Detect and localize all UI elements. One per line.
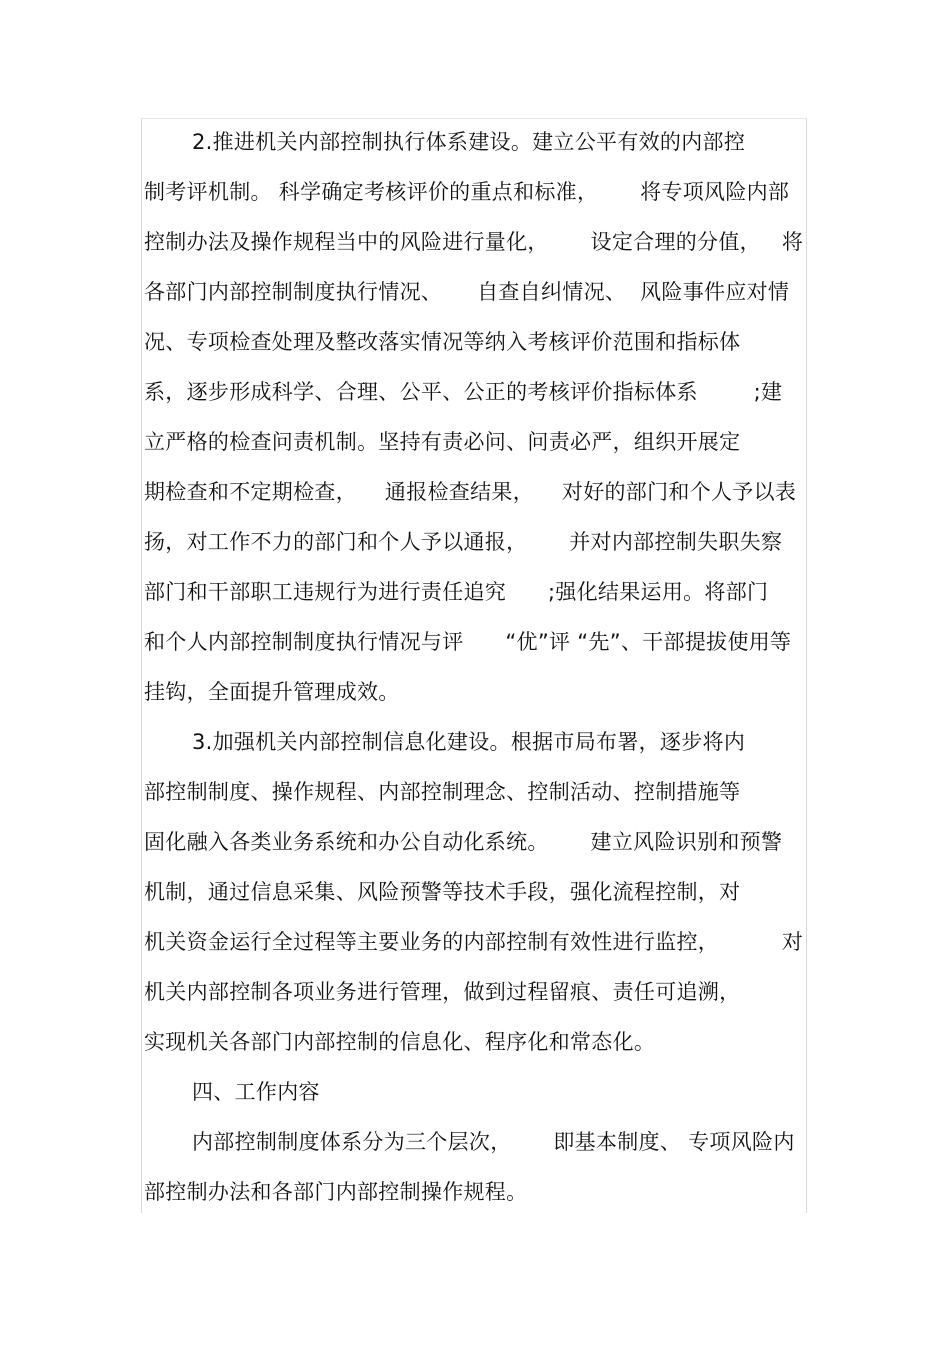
text-line: 挂钩，全面提升管理成效。: [144, 680, 400, 704]
text-line: 况、专项检查处理及整改落实情况等纳入考核评价范围和指标体: [144, 330, 741, 354]
text-line: 机制，通过信息采集、风险预警等技术手段，强化流程控制，对: [144, 880, 741, 904]
text-line: 各部门内部控制制度执行情况、 自查自纠情况、 风险事件应对情: [144, 280, 790, 304]
text-line: 机关资金运行全过程等主要业务的内部控制有效性进行监控， 对: [144, 930, 804, 954]
text-line: 和个人内部控制制度执行情况与评 “优”评 “先”、干部提拔使用等: [144, 630, 792, 654]
text-line: 制考评机制。 科学确定考核评价的重点和标准， 将专项风险内部: [144, 180, 790, 204]
text-line: 控制办法及操作规程当中的风险进行量化， 设定合理的分值， 将: [144, 230, 804, 254]
text-line: 扬，对工作不力的部门和个人予以通报， 并对内部控制失职失察: [144, 530, 783, 554]
text-line: 固化融入各类业务系统和办公自动化系统。 建立风险识别和预警: [144, 830, 783, 854]
text-line: 机关内部控制各项业务进行管理，做到过程留痕、责任可追溯，: [144, 980, 741, 1004]
text-line: 部控制制度、操作规程、内部控制理念、控制活动、控制措施等: [144, 780, 741, 804]
text-line: 部控制办法和各部门内部控制操作规程。: [144, 1180, 528, 1204]
text-line: 系，逐步形成科学、合理、公平、公正的考核评价指标体系 ;建: [144, 380, 783, 404]
document-body: [144, 123, 804, 1223]
text-line: 部门和干部职工违规行为进行责任追究 ;强化结果运用。将部门: [144, 580, 769, 604]
section-heading: 四、工作内容: [192, 1080, 320, 1104]
text-line: 2.推进机关内部控制执行体系建设。建立公平有效的内部控: [192, 130, 746, 154]
text-line: 内部控制制度体系分为三个层次， 即基本制度、 专项风险内: [192, 1130, 795, 1154]
text-line: 3.加强机关内部控制信息化建设。根据市局布署，逐步将内: [192, 730, 746, 754]
text-line: 立严格的检查问责机制。坚持有责必问、问责必严，组织开展定: [144, 430, 741, 454]
text-line: 期检查和不定期检查， 通报检查结果， 对好的部门和个人予以表: [144, 480, 797, 504]
text-line: 实现机关各部门内部控制的信息化、程序化和常态化。: [144, 1030, 656, 1054]
